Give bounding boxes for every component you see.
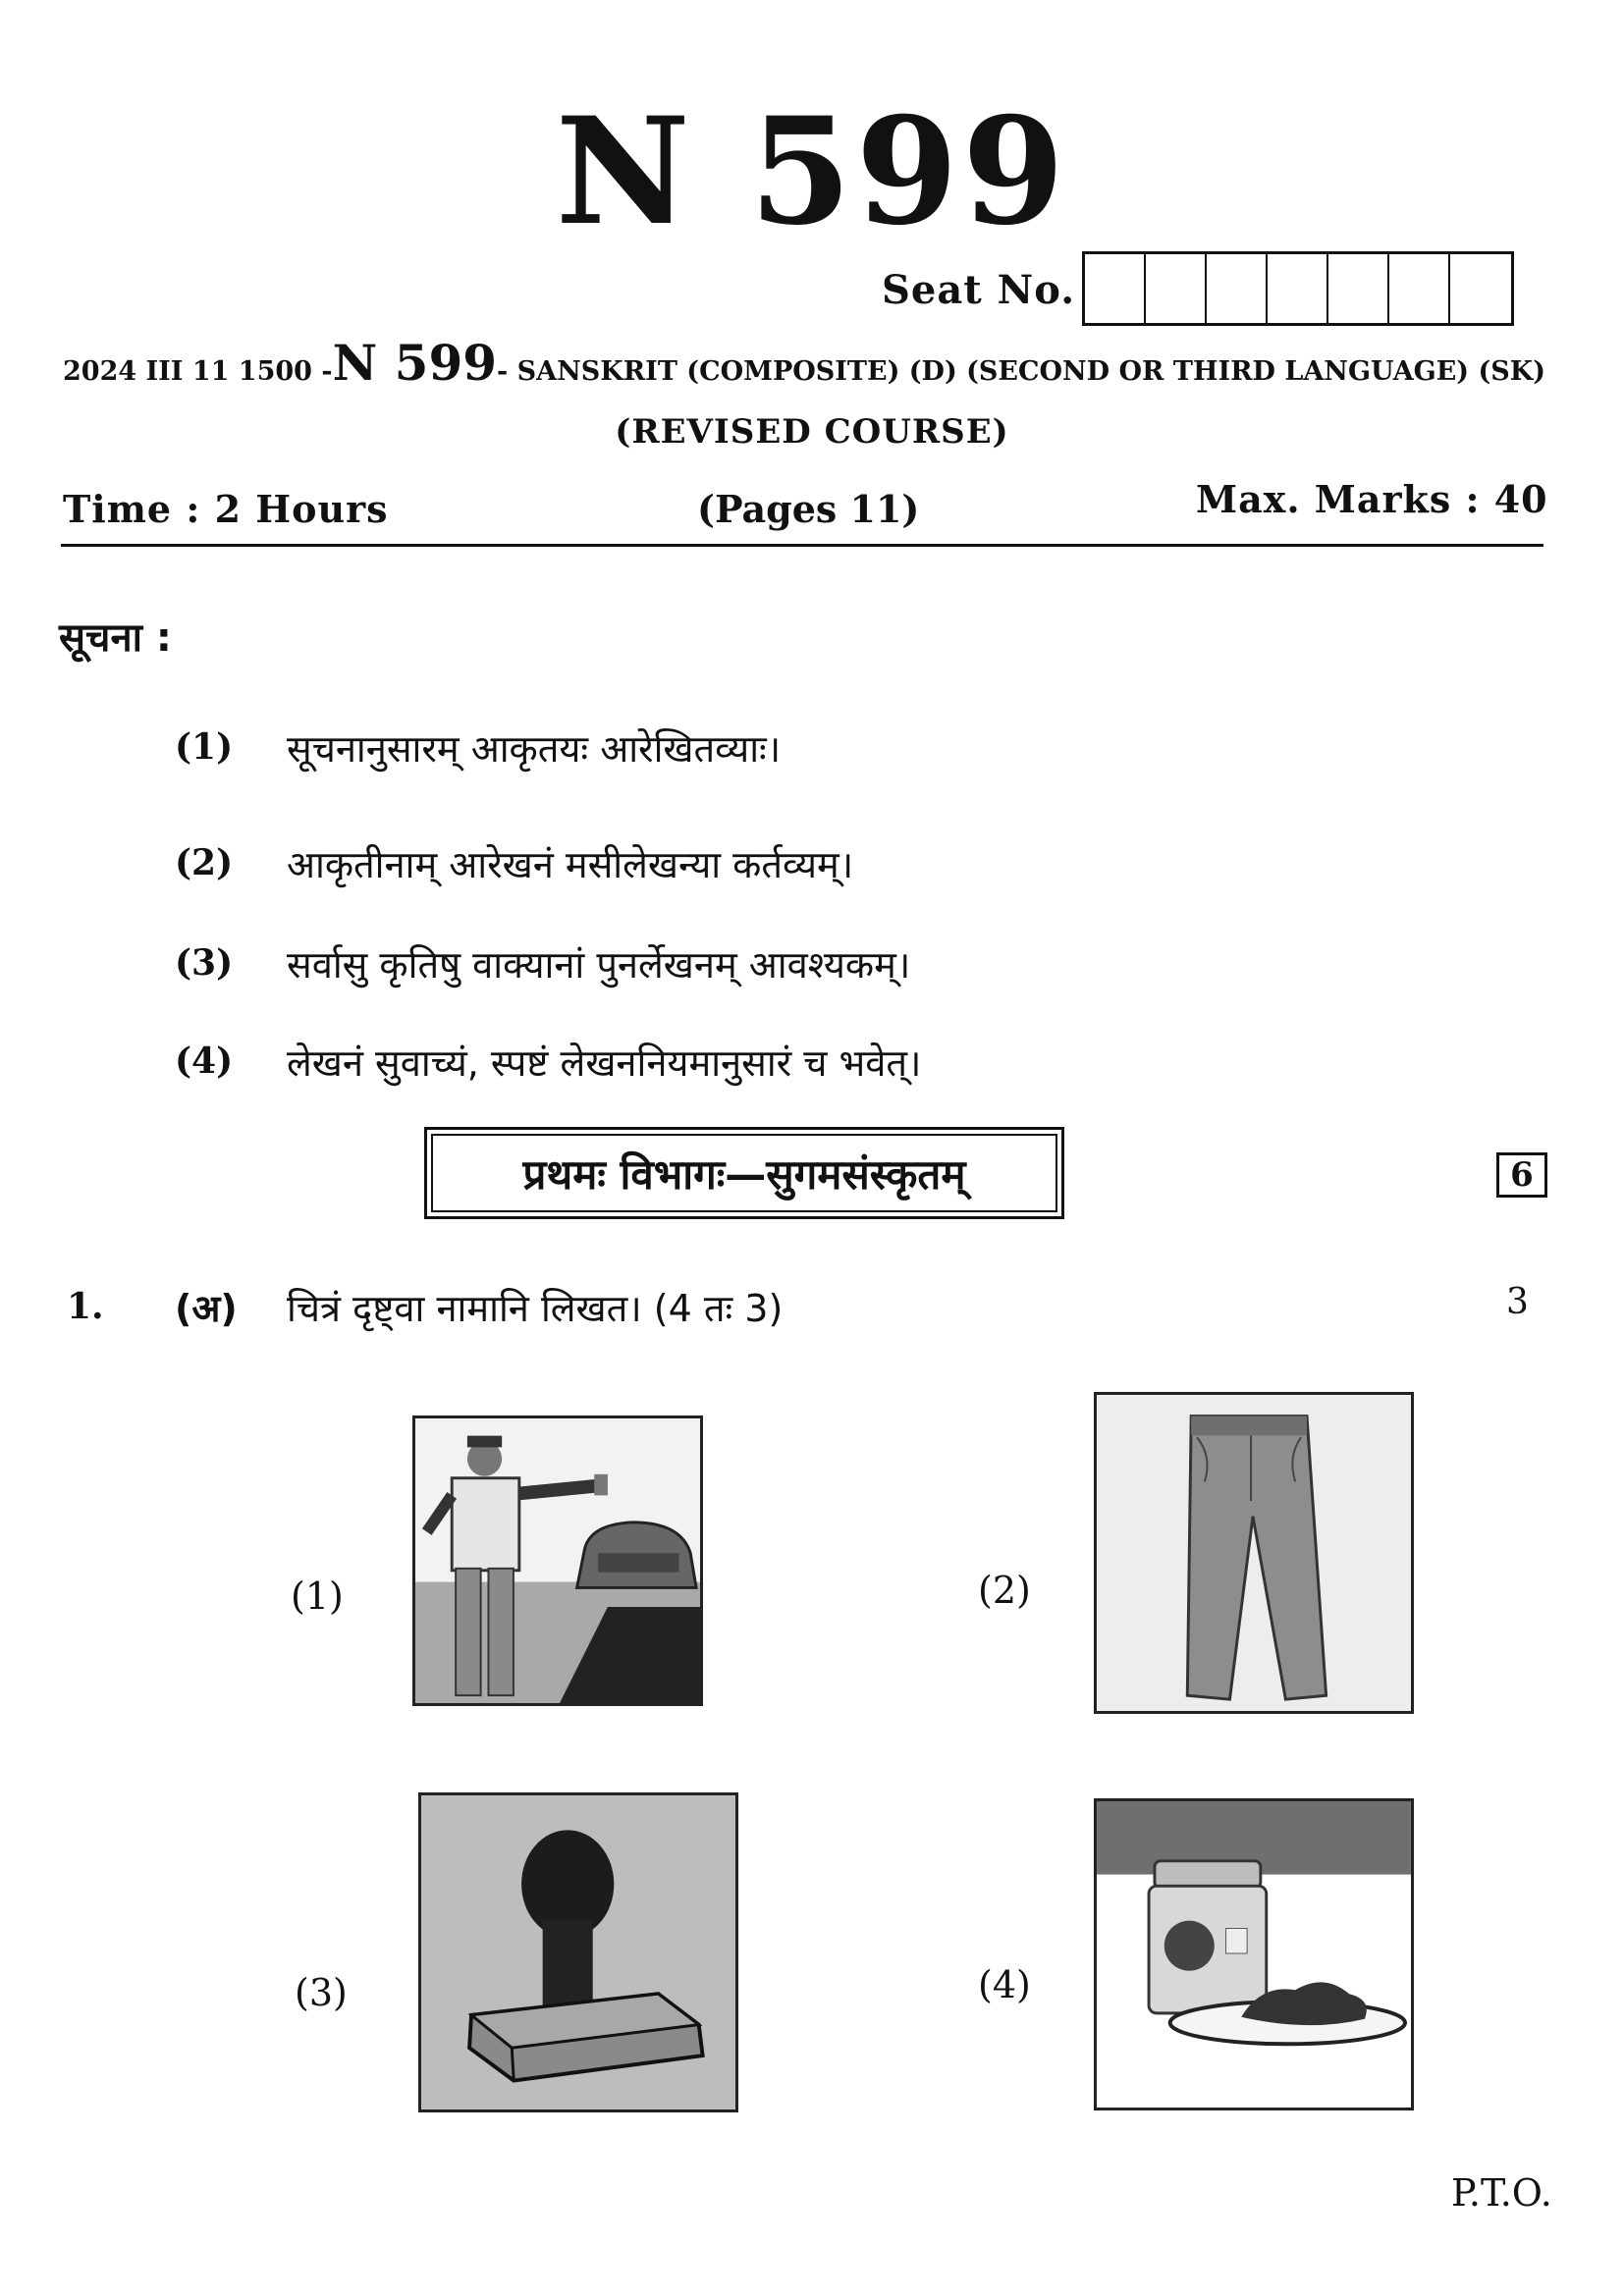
instructions-heading: सूचना : [59,615,172,661]
seat-digit-box[interactable] [1146,254,1207,323]
instruction-number: (4) [175,1041,234,1082]
figure-label: (3) [295,1971,348,2014]
seat-digit-box[interactable] [1389,254,1450,323]
question-text: चित्रं दृष्ट्वा नामानि लिखत। (4 तः 3) [287,1287,784,1330]
seat-digit-box[interactable] [1207,254,1268,323]
instruction-text: लेखनं सुवाच्यं, स्पष्टं लेखननियमानुसारं च भवेत्। [287,1041,922,1085]
paper-code: N 599 [555,85,1069,258]
section-marks-box: 6 [1496,1152,1547,1198]
subject-suffix: - SANSKRIT (COMPOSITE) (D) (SECOND OR THIRD LANGUAGE) (SK) [497,356,1545,387]
traffic-police-icon [412,1415,703,1706]
figure-label: (4) [978,1963,1031,2006]
section-title: प्रथमः विभागः—सुगमसंस्कृतम् [522,1149,966,1199]
instruction-number: (2) [175,842,234,883]
section-title-box [424,1127,1064,1219]
header-divider [61,544,1543,547]
seat-digit-box[interactable] [1328,254,1389,323]
figure-label: (2) [978,1569,1031,1612]
trousers-icon [1094,1392,1414,1714]
pages-label: (Pages 11) [697,487,920,531]
subject-line [63,334,1545,392]
seat-digit-box[interactable] [1268,254,1328,323]
instruction-number: (3) [175,942,234,984]
instruction-number: (1) [175,726,234,768]
instruction-text: सर्वासु कृतिषु वाक्यानां पुनर्लेखनम् आवश्यकम्। [287,943,911,987]
course-label: (REVISED COURSE) [615,412,1009,452]
subject-prefix: 2024 III 11 1500 - [63,356,333,387]
seat-number-boxes[interactable] [1082,251,1514,326]
question-marks: 3 [1506,1282,1529,1322]
question-subpart: (अ) [175,1287,238,1330]
rubber-stamp-icon [418,1792,738,2112]
page-turn-over: P.T.O. [1451,2171,1552,2215]
instruction-text: आकृतीनाम् आरेखनं मसीलेखन्या कर्तव्यम्। [287,843,854,886]
seat-digit-box[interactable] [1450,254,1511,323]
instruction-text: सूचनानुसारम् आकृतयः आरेखितव्याः। [287,727,782,771]
figure-label: (1) [291,1575,344,1618]
subject-code: N 599 [332,334,498,392]
question-number: 1. [67,1286,104,1327]
time-label: Time : 2 Hours [63,487,389,531]
jar-and-plate-icon [1094,1798,1414,2110]
seat-number-label: Seat No. [882,267,1076,313]
max-marks-label: Max. Marks : 40 [1196,477,1548,521]
seat-digit-box[interactable] [1085,254,1146,323]
